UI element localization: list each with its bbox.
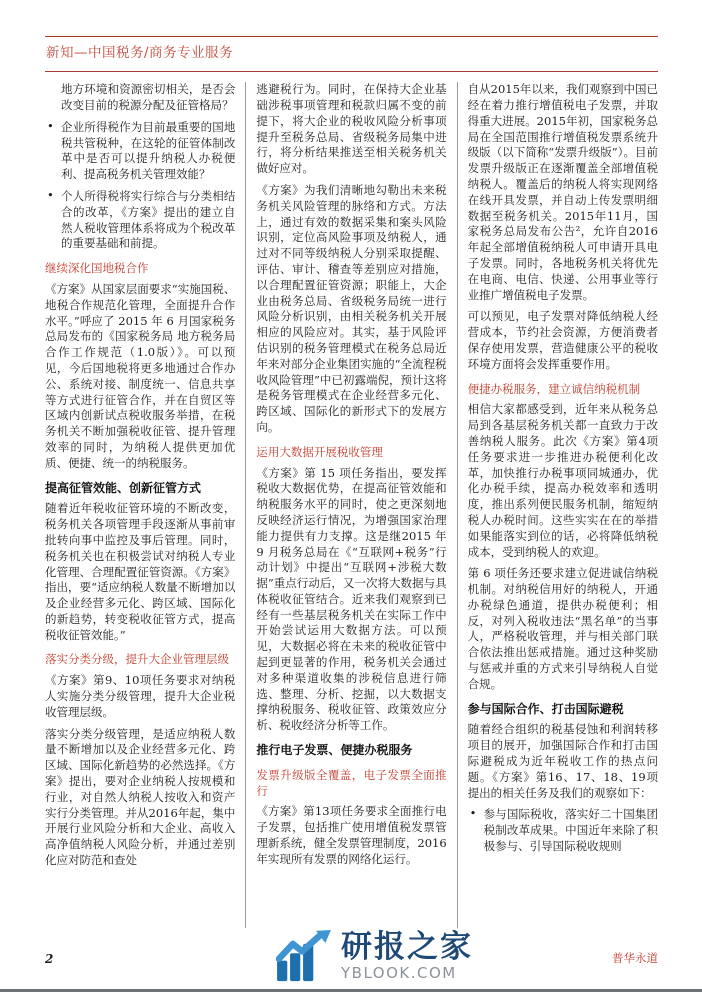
section-subheading: 运用大数据开展税收管理 [256, 444, 383, 459]
page-number: 2 [45, 952, 54, 966]
brand-name: 普华永道 [612, 951, 658, 965]
section-heading: 提高征管效能、创新征管方式 [45, 480, 202, 495]
section-heading: 参与国际合作、打击国际避税 [467, 701, 624, 716]
paragraph: 相信大家都感受到，近年来从税务总局到各基层税务机关都一直致力于改善纳税人服务。此次《方案》第4项任务要求进一步推进办税便利化改革，加快推行办税事项同城通办，优化办税手续，提高办税效率和透明度，推出系列便民服务机制，缩短纳税人办税时间。这些实实在在的举措如果能落实到位的话，必将降低纳税成本，受到纳税人的欢迎。 [467, 402, 658, 559]
paragraph: 《方案》第13项任务要求全面推行电子发票，包括推广使用增值税发票管理新系统，健全发票管理制度，2016年实现所有发票的网络化运行。 [256, 804, 447, 866]
page-title: 新知—中国税务/商务专业服务 [46, 45, 234, 61]
paragraph: 可以预见，电子发票对降低纳税人经营成本，节约社会资源，方便消费者保存使用发票，营造健康公平的税收环境方面将会发挥重要作用。 [467, 309, 658, 371]
bullet-item: • 企业所得税作为目前最重要的国地税共管税种，在这轮的征管体制改革中是否可以提升纳税人办税便利、提高税务机关管理效能？ [47, 118, 236, 182]
bullet-icon: • [47, 118, 54, 133]
bullet-item: • 个人所得税将实行综合与分类相结合的改革，《方案》提出的建立自然人税收管理体系将成为个税改革的重要基础和前提。 [47, 187, 236, 251]
paragraph: 落实分类分级管理，是适应纳税人数量不断增加以及企业经营多元化、跨区域、国际化新趋势的必然选择。《方案》提出，要对企业纳税人按规模和行业，对自然人纳税人按收入和资产实行分类管理。并从2016年起，集中开展行业风险分析和大企业、高收入高净值纳税人风险分析，并通过差别化应对防范和查处 [45, 726, 236, 868]
page-header [0, 0, 702, 72]
paragraph: 《方案》第9、10项任务要求对纳税人实施分类分级管理，提升大企业税收管理层级。 [45, 673, 236, 719]
section-subheading: 继续深化国地税合作 [45, 261, 149, 276]
section-subheading: 落实分类分级，提升大企业管理层级 [45, 652, 229, 667]
bullet-item: • 参与国际税收，落实好二十国集团税制改革成果。中国近年来除了积极参与、引导国际税收规则 [469, 806, 658, 854]
bullet-icon: • [469, 806, 477, 821]
section-subheading: 发票升级版全覆盖，电子发票全面推行 [256, 767, 447, 798]
trending-up-chart-icon [276, 930, 332, 982]
bullet-item: 地方环境和资源密切相关，是否会改变目前的税源分配及征管格局？ [61, 82, 236, 112]
paragraph: 自从2015年以来，我们观察到中国已经在着力推行增值税电子发票，并取得重大进展。2015年初，国家税务总局在全国范围推行增值税发票系统升级版（以下简称“发票升级版”）。目前发票升级版正在逐渐覆盖全部增值税纳税人。覆盖后的纳税人将实现网络在线开具发票，并自动上传发票明细数据至税务机关。2015年11月，国家税务总局发布公告²，允许自2016年起全部增值税纳税人可申请开具电子发票。同时，各地税务机关将优先在电商、电信、快递、公用事业等行业推广增值税电子发票。 [467, 82, 658, 302]
watermark-name: 研报之家 [341, 928, 473, 965]
text-column-1 [45, 82, 245, 928]
paragraph: 《方案》第 15 项任务指出，要发挥税收大数据优势，在提高征管效能和纳税服务水平的同时，使之更深刻地反映经济运行情况，为增强国家治理能力提供有力支撑。这是继2015 年 9 月税务总局在《“互联网+税务”行动计划》中提出“互联网+涉税大数据”重点行动后，又一次将大数据与具体税收征管结合。近来我们观察到已经有一些基层税务机关在实际工作中开始尝试运用大数据方法。可以预见，大数据必将在未来的税收征管中起到更显著的作用，税务机关会通过对多种渠道收集的涉税信息进行筛选、整理、分析、挖掘，以大数据支撑纳税服务、税收征管、政策效应分析、税收经济分析等工作。 [256, 465, 447, 733]
paragraph: 《方案》从国家层面要求“实施国税、地税合作规范化管理，全面提升合作水平。”呼应了 2015 年 6 月国家税务总局发布的《国家税务局 地方税务局合作工作规范（1.0版）》。可以预见，今后国地税将更多地通过合作办公、系统对接、制度统一、信息共享等方式进行征管合作，并在自贸区等区域内创新试点税收服务举措，在税务机关不断加强税收征管、提升管理效率的同时，为纳税人提供更加优质、便捷、统一的纳税服务。 [45, 281, 236, 470]
paragraph: 随着近年税收征管环境的不断改变，税务机关各项管理手段逐渐从事前审批转向事中监控及事后管理。同时，税务机关也在积极尝试对纳税人专业化管理、合理配置征管资源。《方案》指出，要“适应纳税人数量不断增加以及企业经营多元化、跨区域、国际化的新趋势，转变税收征管方式，提高税收征管效能。” [45, 501, 236, 642]
paragraph: 《方案》为我们清晰地勾勒出未来税务机关风险管理的脉络和方式。方法上，通过有效的数据采集和案头风险识别，定位高风险事项及纳税人，通过对不同等级纳税人分别采取提醒、评估、审计、稽查等差别应对措施，以合理配置征管资源；职能上，大企业由税务总局、省级税务局统一进行风险分析识别，由相关税务机关开展相应的风险应对。其实，基于风险评估识别的税务管理模式在税务总局近年来对部分企业集团实施的“全流程税收风险管理”中已初露端倪，预计这将是税务管理模式在企业经营多元化、跨区域、国际化的新形式下的发展方向。 [256, 182, 447, 434]
section-subheading: 便捷办税服务，建立诚信纳税机制 [467, 381, 641, 396]
watermark-logo [272, 928, 483, 984]
bullet-icon: • [47, 187, 54, 202]
paragraph: 逃避税行为。同时，在保持大企业基础涉税事项管理和税款归属不变的前提下，将大企业的税收风险分析事项提升至税务总局、省级税务局集中进行，将分析结果推送至相关税务机关做好应对。 [256, 82, 447, 176]
watermark-domain: YBLOOK.COM [341, 963, 457, 982]
text-column-2 [245, 82, 456, 928]
text-columns [45, 82, 658, 928]
paragraph: 随着经合组织的税基侵蚀和利润转移项目的展开，加强国际合作和打击国际避税成为近年税收工作的热点问题。《方案》第16、17、18、19项提出的相关任务及我们的观察如下： [467, 722, 658, 800]
section-heading: 推行电子发票、便捷办税服务 [256, 743, 413, 758]
header-bottom-rule [45, 71, 658, 72]
watermark-text [341, 928, 473, 982]
text-column-3 [457, 82, 658, 928]
paragraph: 第 6 项任务还要求建立促进诚信纳税机制。对纳税信用好的纳税人，开通办税绿色通道，提供办税便利；相反，对列入税收违法“黑名单”的当事人，严格税收管理，并与相关部门联合依法推出惩戒措施。通过这种奖励与惩戒并重的方式来引导纳税人自觉合规。 [467, 566, 658, 691]
